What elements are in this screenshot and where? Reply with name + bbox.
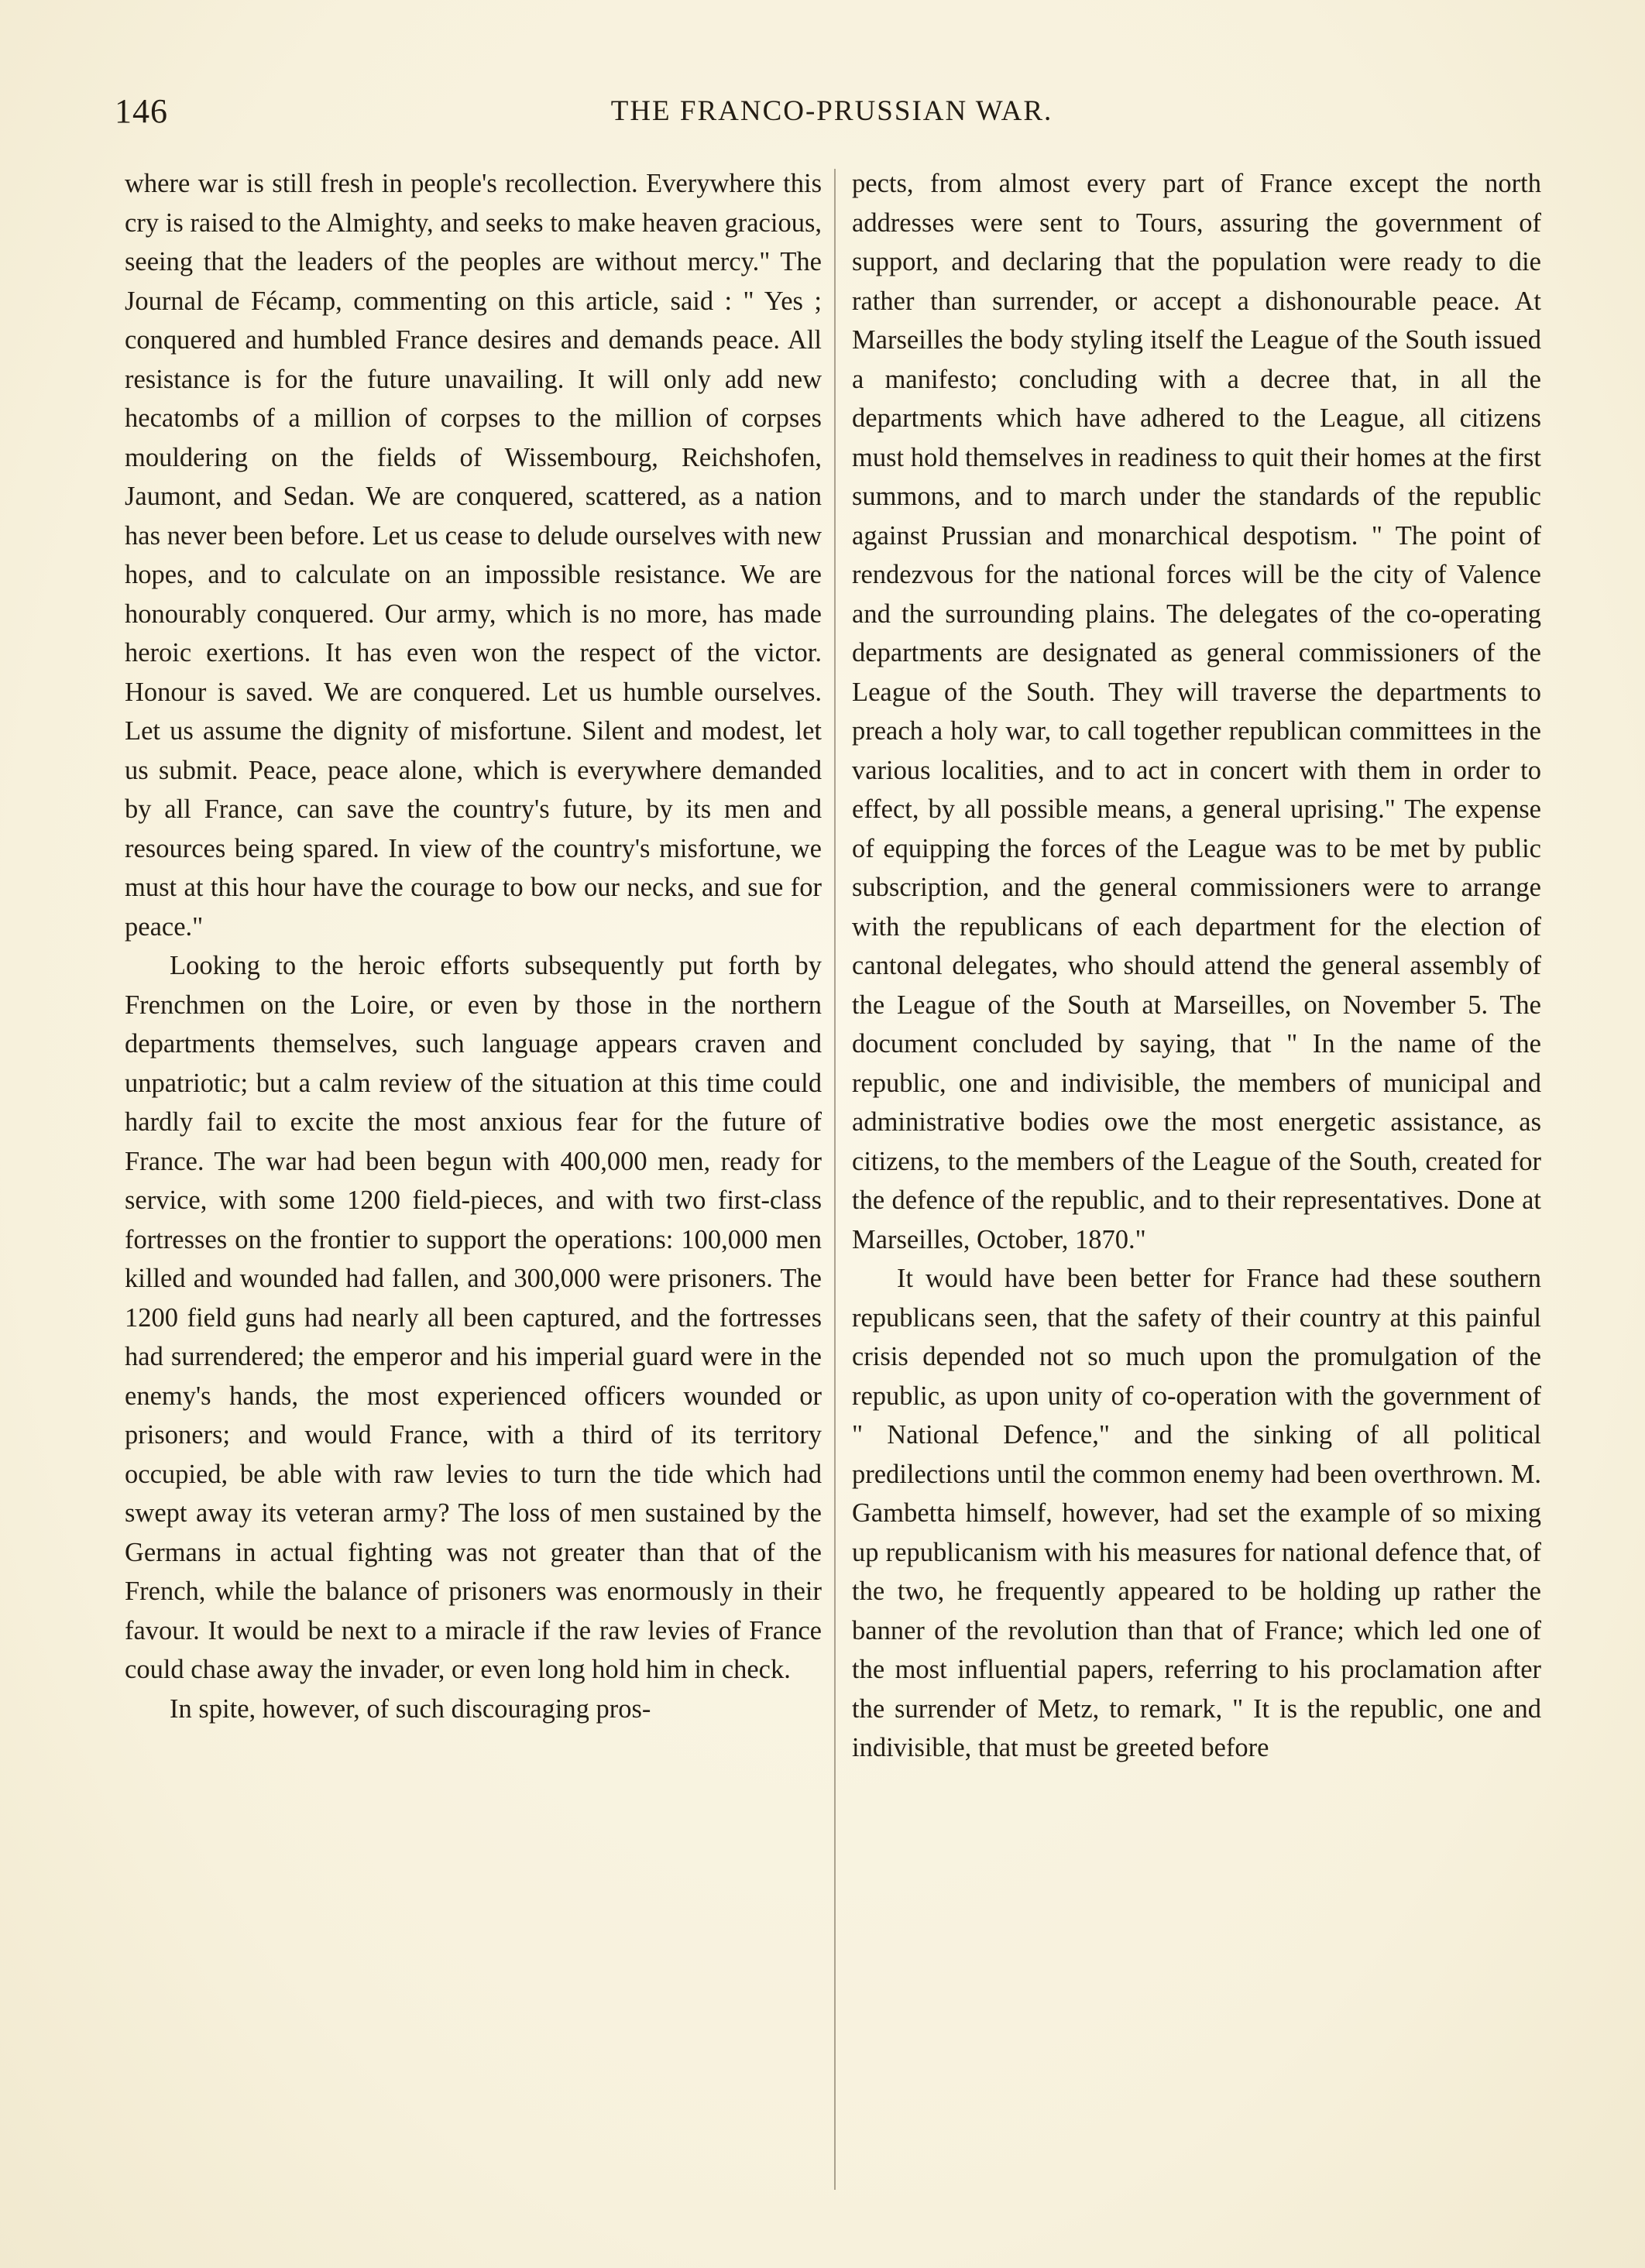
right-paragraph-2: It would have been better for France had these southern republicans seen, that the safety of their country at this painful crisis depended not so much upon the promulgation of the republic, as upon unity of co-operation with the government of " National Defence," and the sinking of all political predilections until the common enemy had been overthrown. M. Gambetta himself, however, had set the example of so mixing up republicanism with his measures for national defence that, of the two, he frequently appeared to be holding up rather the banner of the revolution than that of France; which led one of the most influential papers, referring to his proclamation after the surrender of Metz, to remark, " It is the republic, one and indivisible, that must be greeted before xyxy=(852,1264,1541,1762)
right-column xyxy=(852,164,1541,1768)
page-number: 146 xyxy=(115,92,168,130)
left-column xyxy=(125,164,822,1728)
left-paragraph-3: In spite, however, of such discouraging pros- xyxy=(170,1693,651,1724)
column-divider xyxy=(834,169,836,2190)
running-title: THE FRANCO-PRUSSIAN WAR. xyxy=(610,95,1053,127)
left-paragraph-1: where war is still fresh in people's recollection. Everywhere this cry is raised to the Almighty, and seeks to make heaven gracious, seeing that the leaders of the peoples are without mercy." The Journal de Fécamp, commenting on this article, said : " Yes ; conquered and humbled France desires and demands peace. All resistance is for the future unavailing. It will only add new hecatombs of a million of corpses to the million of corpses mouldering on the fields of Wissembourg, Reichshofen, Jaumont, and Sedan. We are conquered, scattered, as a nation has never been before. Let us cease to delude ourselves with new hopes, and to calculate on an impossible resistance. We are honourably conquered. Our army, which is no more, has made heroic exertions. It has even won the respect of the victor. Honour is saved. We are conquered. Let us humble ourselves. Let us assume the dignity of misfortune. Silent and modest, let us submit. Peace, peace alone, which is everywhere demanded by all France, can save the country's future, by its men and resources being spared. In view of the country's misfortune, we must at this hour have the courage to bow our necks, and sue for peace." xyxy=(125,169,822,942)
right-paragraph-1: pects, from almost every part of France except the north addresses were sent to Tours, assuring the government of support, and declaring that the population were ready to die rather than surrender, or accept a dishonourable peace. At Marseilles the body styling itself the League of the South issued a manifesto; concluding with a decree that, in all the departments which have adhered to the League, all citizens must hold themselves in readiness to quit their homes at the first summons, and to march under the standards of the republic against Prussian and monarchical despotism. " The point of rendezvous for the national forces will be the city of Valence and the surrounding plains. The delegates of the co-operating departments are designated as general commissioners of the League of the South. They will traverse the departments to preach a holy war, to call together republican committees in the various localities, and to act in concert with them in order to effect, by all possible means, a general uprising." The expense of equipping the forces of the League was to be met by public subscription, and the general commissioners were to arrange with the republicans of each department for the election of cantonal delegates, who should attend the general assembly of the League of the South at Marseilles, on November 5. The document concluded by saying, that " In the name of the republic, one and indivisible, the members of municipal and administrative bodies owe the most energetic assistance, as citizens, to the members of the League of the South, created for the defence of the republic, and to their representatives. Done at Marseilles, October, 1870." xyxy=(852,169,1541,1254)
page-header xyxy=(115,91,1549,138)
left-paragraph-2: Looking to the heroic efforts subsequently put forth by Frenchmen on the Loire, or even by those in the northern departments themselves, such language appears craven and unpatriotic; but a calm review of the situation at this time could hardly fail to excite the most anxious fear for the future of France. The war had been begun with 400,000 men, ready for service, with some 1200 field-pieces, and with two first-class fortresses on the frontier to support the operations: 100,000 men killed and wounded had fallen, and 300,000 were prisoners. The 1200 field guns had nearly all been captured, and the fortresses had surrendered; the emperor and his imperial guard were in the enemy's hands, the most experienced officers wounded or prisoners; and would France, with a third of its territory occupied, be able with raw levies to turn the tide which had swept away its veteran army? The loss of men sustained by the Germans in actual fighting was not greater than that of the French, while the balance of prisoners was enormously in their favour. It would be next to a miracle if the raw levies of France could chase away the invader, or even long hold him in check. xyxy=(125,951,822,1684)
